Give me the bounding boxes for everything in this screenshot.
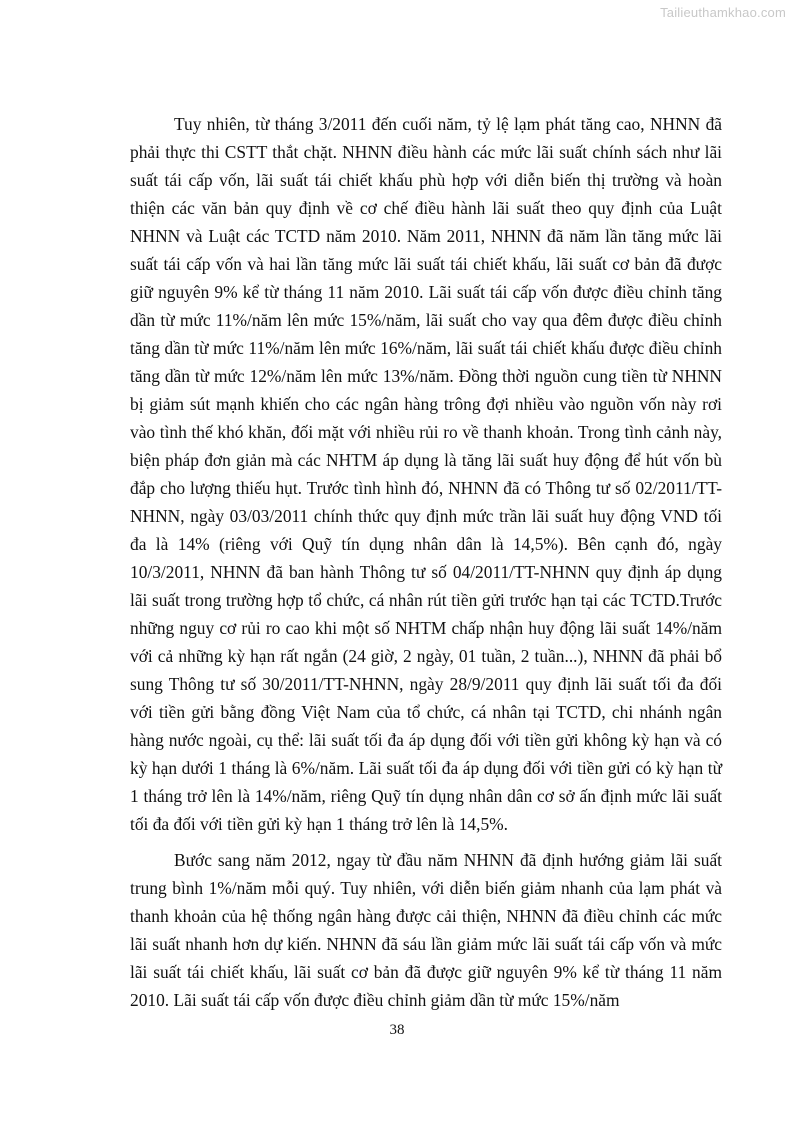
paragraph-2012: Bước sang năm 2012, ngay từ đầu năm NHNN đã định hướng giảm lãi suất trung bình 1%/năm mỗi quý. Tuy nhiên, với diễn biến giảm nhanh của lạm phát và thanh khoản của hệ thống ngân hàng được cải thiện, NHNN đã điều chỉnh các mức lãi suất nhanh hơn dự kiến. NHNN đã sáu lần giảm mức lãi suất tái cấp vốn và mức lãi suất tái chiết khấu, lãi suất cơ bản đã được giữ nguyên 9% kể từ tháng 11 năm 2010. Lãi suất tái cấp vốn được điều chỉnh giảm dần từ mức 15%/năm xyxy=(130,850,722,1010)
page-number: 38 xyxy=(389,1022,405,1038)
watermark-text: Tailieuthamkhao.com xyxy=(660,5,786,20)
page-body xyxy=(130,110,722,1022)
paragraph-2011: Tuy nhiên, từ tháng 3/2011 đến cuối năm, tỷ lệ lạm phát tăng cao, NHNN đã phải thực thi CSTT thắt chặt. NHNN điều hành các mức lãi suất chính sách như lãi suất tái cấp vốn, lãi suất tái chiết khấu phù hợp với diễn biến thị trường và hoàn thiện các văn bản quy định về cơ chế điều hành lãi suất theo quy định của Luật NHNN và Luật các TCTD năm 2010. Năm 2011, NHNN đã năm lần tăng mức lãi suất tái cấp vốn và hai lần tăng mức lãi suất tái chiết khấu, lãi suất cơ bản đã được giữ nguyên 9% kể từ tháng 11 năm 2010. Lãi suất tái cấp vốn được điều chỉnh tăng dần từ mức 11%/năm lên mức 15%/năm, lãi suất cho vay qua đêm được điều chỉnh tăng dần từ mức 11%/năm lên mức 16%/năm, lãi suất tái chiết khấu được điều chỉnh tăng dần từ mức 12%/năm lên mức 13%/năm. Đồng thời nguồn cung tiền từ NHNN bị giảm sút mạnh khiến cho các ngân hàng trông đợi nhiều vào nguồn vốn này rơi vào tình thế khó khăn, đối mặt với nhiều rủi ro về thanh khoản. Trong tình cảnh này, biện pháp đơn giản mà các NHTM áp dụng là tăng lãi suất huy động để hút vốn bù đắp cho lượng thiếu hụt. Trước tình hình đó, NHNN đã có Thông tư số 02/2011/TT-NHNN, ngày 03/03/2011 chính thức quy định mức trần lãi suất huy động VND tối đa là 14% (riêng với Quỹ tín dụng nhân dân là 14,5%). Bên cạnh đó, ngày 10/3/2011, NHNN đã ban hành Thông tư số 04/2011/TT-NHNN quy định áp dụng lãi suất trong trường hợp tổ chức, cá nhân rút tiền gửi trước hạn tại các TCTD.Trước những nguy cơ rủi ro cao khi một số NHTM chấp nhận huy động lãi suất 14%/năm với cả những kỳ hạn rất ngắn (24 giờ, 2 ngày, 01 tuần, 2 tuần...), NHNN đã phải bổ sung Thông tư số 30/2011/TT-NHNN, ngày 28/9/2011 quy định lãi suất tối đa đối với tiền gửi bằng đồng Việt Nam của tổ chức, cá nhân tại TCTD, chi nhánh ngân hàng nước ngoài, cụ thể: lãi suất tối đa áp dụng đối với tiền gửi không kỳ hạn và có kỳ hạn dưới 1 tháng là 6%/năm. Lãi suất tối đa áp dụng đối với tiền gửi có kỳ hạn từ 1 tháng trở lên là 14%/năm, riêng Quỹ tín dụng nhân dân cơ sở ấn định mức lãi suất tối đa đối với tiền gửi kỳ hạn 1 tháng trở lên là 14,5%. xyxy=(130,114,722,834)
